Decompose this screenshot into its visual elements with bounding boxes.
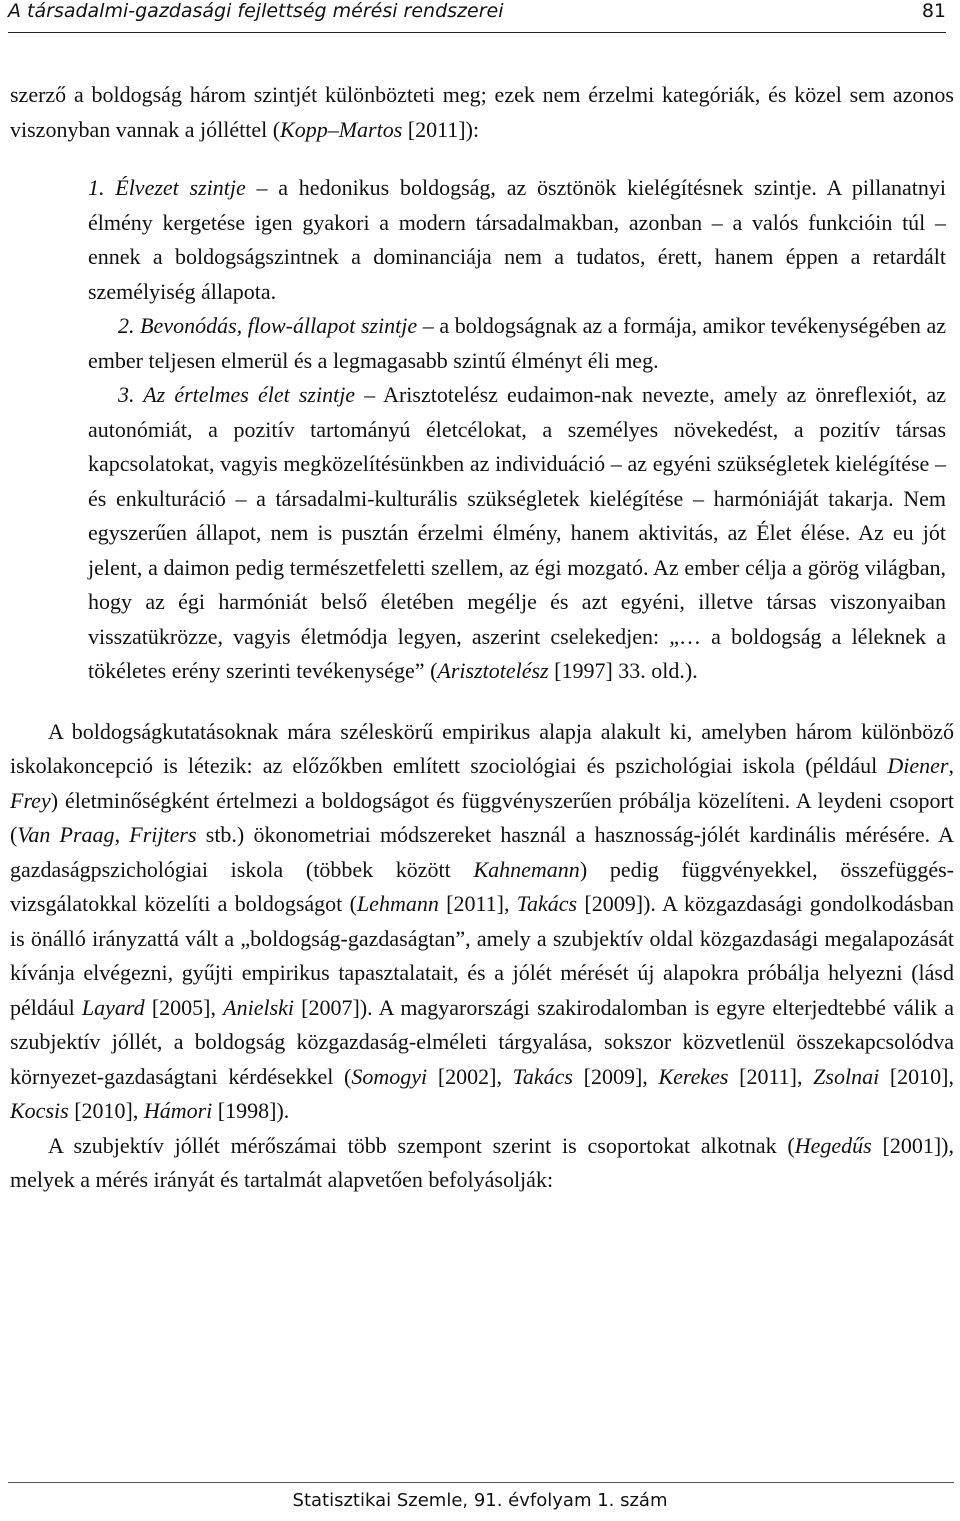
text-run: A szubjektív jóllét mérőszámai több szempont szerint is csoportokat alkotnak ( [48, 1132, 795, 1158]
italic-text-run: Takács [516, 891, 578, 916]
italic-text-run: Arisztotelész [437, 658, 549, 683]
level-item-3 [88, 378, 946, 689]
text-run: – Arisztotelész eudaimon-nak nevezte, amely az önreflexiót, az autonómiát, a pozitív tartományú életcélokat, a személyes növekedést, a pozitív társas kapcsolatokat, vagyis megközelítésünkben az individuáció – az egyéni szükségletek kielégítése – és enkulturáció – a társadalmi-kulturális szükségletek kielégítése – harmóniáját takarja. Nem egyszerűen állapot, nem is pusztán érzelmi élmény, hanem aktivitás, az Élet élése. Az eu jót jelent, a daimon pedig természetfeletti szellem, az égi mozgató. Az ember célja a görög világban, hogy az égi harmóniát belső életében megélje és azt egyéni, illetve társas viszonyaiban visszatükrözze, vagyis életmódja legyen, aszerint cselekedjen: „… a boldogság a léleknek a tökéletes erény szerinti tevékenysége” ( [88, 382, 946, 683]
text-run: szerző a boldogság három szintjét különbözteti meg; ezek nem érzelmi kategóriák, és közel sem azonos viszonyban vannak a jólléttel ( [10, 82, 954, 142]
italic-text-run: Zsolnai [813, 1063, 880, 1089]
running-header [8, 0, 946, 33]
italic-text-run: Diener [887, 753, 949, 778]
text-run: stb.) ökonometriai módszereket használ a hasznosság-jólét kardinális mérésére. A gazdaságpszichológiai iskola (többek között [10, 822, 955, 882]
text-run: A boldogságkutatásoknak mára széleskörű empirikus alapja alakult ki, amelyben három különböző iskolakoncepció is létezik: az előzőkben említett szociológiai és pszichológiai iskola (például [10, 718, 954, 778]
italic-text-run: Takács [512, 1063, 573, 1089]
text-run: [2011], [728, 1063, 814, 1089]
italic-text-run: Frijters [129, 822, 197, 847]
italic-text-run: Frey [10, 787, 51, 813]
text-run: [2002], [427, 1063, 513, 1089]
text-run: – a boldogságnak az a formája, amikor tevékenységében az ember teljesen elmerül és a legmagasabb szintű élményt éli meg. [88, 313, 946, 373]
italic-text-run: Hegedűs [794, 1132, 872, 1158]
text-run: [2010], [879, 1063, 955, 1089]
italic-text-run: Kerekes [658, 1063, 729, 1089]
page-footer: Statisztikai Szemle, 91. évfolyam 1. szám [292, 1490, 668, 1511]
body-paragraph [10, 1129, 954, 1198]
italic-text-run: Somogyi [351, 1063, 428, 1089]
italic-text-run: 3. Az értelmes élet szintje [118, 382, 356, 407]
journal-section-title: A társadalmi-gazdasági fejlettség mérési rendszerei [8, 0, 504, 22]
text-run: ) pedig függvényekkel, összefüggés-vizsgálatokkal közelíti a boldogságot ( [10, 856, 954, 916]
footer-divider [8, 1482, 954, 1483]
italic-text-run: Kopp–Martos [280, 116, 403, 142]
intro-paragraph [10, 78, 954, 147]
text-run: [2009]). A közgazdasági gondolkodásban is önálló irányzattá vált a „boldogság-gazdaságtan”, amely a szubjektív oldal közgazdasági megalapozását kívánja elvégezni, gyűjti empirikus tapasztalatait, és a jólét mérését új alapokra próbálja helyezni (lásd például [10, 891, 954, 1020]
page-number: 81 [921, 0, 946, 22]
text-run: – a hedonikus boldogság, az ösztönök kielégítésnek szintje. A pillanatnyi élmény kergetése igen gyakori a modern társadalmakban, azonban – a valós funkcióin túl – ennek a boldogságszintnek a dominanciája nem a tudatos, érett, hanem éppen a retardált személyiség állapota. [88, 175, 946, 304]
italic-text-run: Layard [81, 994, 145, 1020]
happiness-levels-list [88, 171, 946, 689]
text-run: [2011], [438, 891, 517, 916]
italic-text-run: Kocsis [10, 1098, 69, 1123]
italic-text-run: Anielski [223, 994, 295, 1020]
text-run: [2010], [68, 1098, 144, 1123]
level-item-2 [88, 309, 946, 378]
text-run: [2011]): [402, 116, 480, 142]
level-item-1 [88, 171, 946, 309]
text-run: [1998]). [212, 1098, 290, 1123]
text-run: [2001]), melyek a mérés irányát és tartalmát alapvetően befolyásolják: [10, 1132, 954, 1192]
page-body [10, 78, 954, 1198]
italic-text-run: Kahnemann [473, 856, 580, 882]
text-run: , [948, 753, 954, 778]
italic-text-run: 2. Bevonódás, flow-állapot szintje [118, 313, 418, 338]
body-paragraph [10, 715, 954, 1129]
text-run: ) életminőségként értelmezi a boldogságot és függvényszerűen próbálja közelíteni. A leydeni csoport ( [10, 787, 954, 847]
text-run: , [114, 822, 130, 847]
text-run: [2007]). A magyarországi szakirodalomban is egyre elterjedtebbé válik a szubjektív jóllét, a boldogság közgazdaság-elméleti tárgyalása, sokszor közvetlenül összekapcsolódva környezet-gazdaságtani kérdésekkel ( [10, 994, 954, 1089]
italic-text-run: 1. Élvezet szintje [88, 175, 246, 200]
main-text [10, 715, 954, 1198]
text-run: [2005], [144, 994, 224, 1020]
italic-text-run: Lehmann [356, 891, 439, 916]
italic-text-run: Hámori [143, 1098, 213, 1123]
text-run: [2009], [572, 1063, 659, 1089]
text-run: [1997] 33. old.). [548, 658, 698, 683]
italic-text-run: Van Praag [17, 822, 115, 847]
